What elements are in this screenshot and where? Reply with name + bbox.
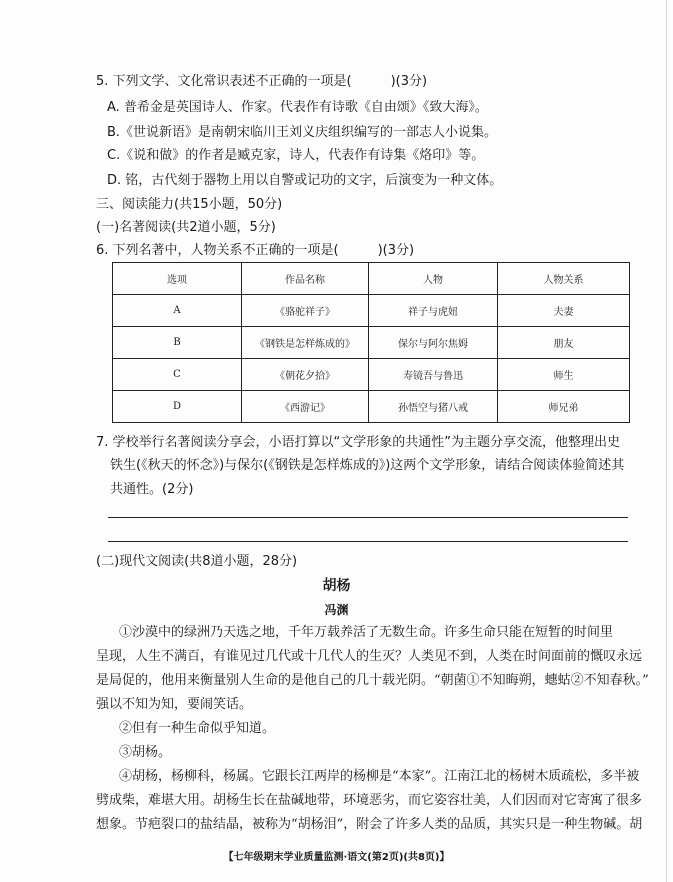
passage-author: 冯渊 (324, 603, 349, 617)
table-cell: D (113, 391, 242, 423)
table-cell: 《朝花夕拾》 (242, 359, 369, 391)
q7-line: 7. 学校举行名著阅读分享会，小语打算以“文学形象的共通性”为主题分享交流，他整理出史 (96, 435, 621, 450)
passage-line: 强以不知为知，要闹笑话。 (96, 697, 253, 712)
table-row (113, 391, 630, 423)
passage-line: 想象。节疤裂口的盐结晶，被称为“胡杨泪”，附会了许多人类的品质，其实只是一种生物碱。胡 (96, 817, 643, 832)
table-header: 选项 (113, 263, 242, 295)
subsection-title: (一)名著阅读(共2道小题，5分) (96, 220, 276, 235)
passage-line: ③胡杨。 (119, 745, 172, 760)
table-cell: 《钢铁是怎样炼成的》 (242, 327, 369, 359)
table-cell: 寿镜吾与鲁迅 (369, 359, 498, 391)
q5-option-a: A. 普希金是英国诗人、作家。代表作有诗歌《自由颂》《致大海》。 (107, 100, 488, 115)
q6-stem: 6. 下列名著中，人物关系不正确的一项是( )(3分) (96, 243, 415, 258)
passage-line: 呈现，人生不满百，有谁见过几代或十几代人的生灭？人类见不到，人类在时间面前的慨叹永远 (96, 649, 643, 664)
table-cell: 保尔与阿尔焦姆 (369, 327, 498, 359)
table-cell: 师生 (498, 359, 630, 391)
table-row (113, 327, 630, 359)
table-cell: 祥子与虎妞 (369, 295, 498, 327)
table-cell: B (113, 327, 242, 359)
q7-line: 铁生(《秋天的怀念》)与保尔(《钢铁是怎样炼成的》)这两个文学形象，请结合阅读体验简述其 (110, 458, 625, 473)
q5-option-d: D. 铭，古代刻于器物上用以自警或记功的文字，后演变为一种文体。 (107, 173, 503, 188)
passage-title: 胡杨 (322, 578, 351, 594)
answer-line[interactable] (108, 541, 628, 542)
passage-line: 是局促的，他用来衡量别人生命的是他自己的几十载光阴。“朝菌①不知晦朔，蟪蛄②不知春秋。” (96, 673, 649, 688)
table-cell: 朋友 (498, 327, 630, 359)
table-row (113, 295, 630, 327)
table-row (113, 359, 630, 391)
q5-stem: 5. 下列文学、文化常识表述不正确的一项是( )(3分) (96, 74, 428, 89)
table-cell: A (113, 295, 242, 327)
table-header-row (113, 263, 630, 295)
passage-line: ①沙漠中的绿洲乃天选之地，千年万载养活了无数生命。许多生命只能在短暂的时间里 (119, 625, 614, 640)
passage-line: 劈成柴，难堪大用。胡杨生长在盐碱地带，环境恶劣，而它姿容壮美，人们因而对它寄寓了很多 (96, 793, 643, 808)
table-header: 作品名称 (242, 263, 369, 295)
passage-line: ④胡杨，杨柳科，杨属。它跟长江两岸的杨柳是“本家”。江南江北的杨树木质疏松，多半被 (119, 769, 640, 784)
table-cell: 《骆驼祥子》 (242, 295, 369, 327)
table-cell: 师兄弟 (498, 391, 630, 423)
table-header: 人物 (369, 263, 498, 295)
table-cell: 夫妻 (498, 295, 630, 327)
table-header: 人物关系 (498, 263, 630, 295)
subsection-title: (二)现代文阅读(共8道小题，28分) (96, 554, 298, 569)
table-cell: 《西游记》 (242, 391, 369, 423)
table-cell: 孙悟空与猪八戒 (369, 391, 498, 423)
passage-line: ②但有一种生命似乎知道。 (119, 721, 276, 736)
q5-option-b: B.《世说新语》是南朝宋临川王刘义庆组织编写的一部志人小说集。 (107, 125, 498, 140)
section-title: 三、阅读能力(共15小题，50分) (96, 197, 283, 212)
q7-line: 共通性。(2分) (110, 482, 194, 497)
q5-option-c: C.《说和做》的作者是臧克家，诗人，代表作有诗集《烙印》等。 (107, 148, 485, 163)
answer-line[interactable] (108, 517, 628, 518)
page-footer: 【七年级期末学业质量监测·语文(第2页)(共8页)】 (223, 852, 450, 863)
q6-table (112, 262, 630, 423)
table-cell: C (113, 359, 242, 391)
page-edge (666, 0, 667, 882)
